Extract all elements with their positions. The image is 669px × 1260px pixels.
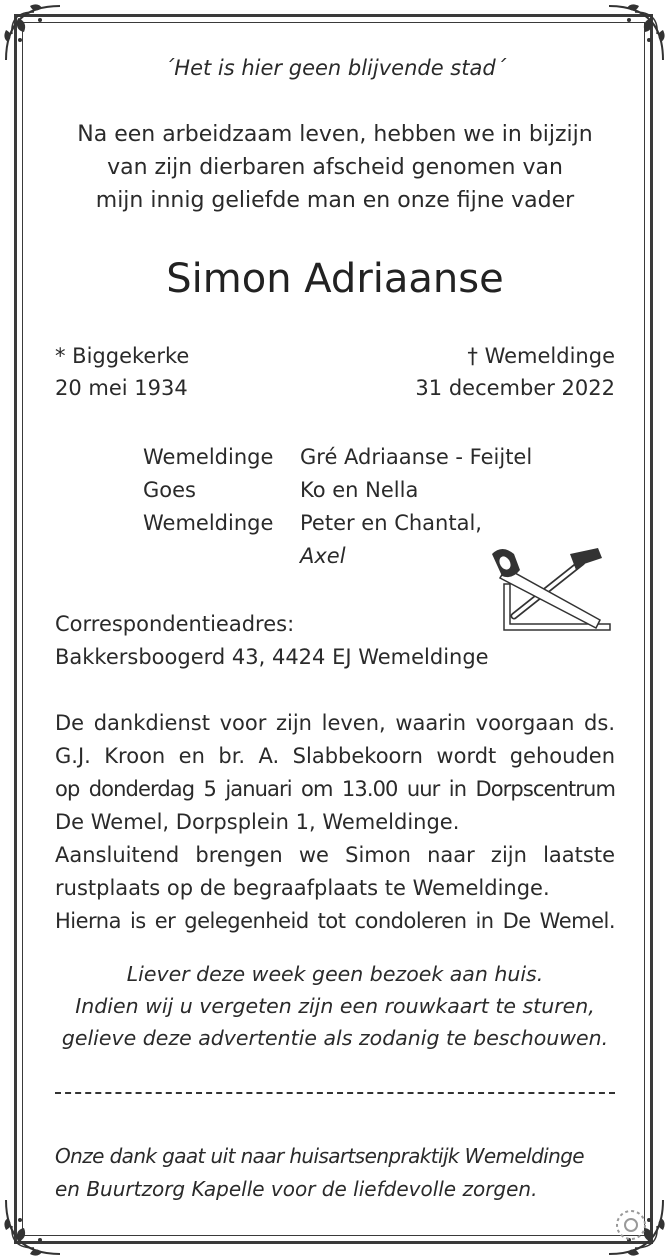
family-row [143, 540, 532, 573]
dashed-divider [55, 1092, 615, 1094]
visit-notice [55, 958, 615, 1054]
service-details [55, 707, 615, 938]
family-row [143, 474, 532, 507]
address-label: Correspondentieadres: [55, 612, 295, 636]
life-dates [55, 340, 615, 404]
family-row [143, 441, 532, 474]
family-place [143, 540, 300, 573]
family-list [143, 441, 532, 573]
family-place: Wemeldinge [143, 445, 274, 469]
family-names: Peter en Chantal, [300, 511, 482, 535]
service-line: Aansluitend brengen we Simon naar zijn laatste [55, 843, 615, 867]
intro-text [55, 118, 615, 217]
family-names: Axel [300, 544, 346, 568]
intro-line: mijn innig geliefde man en onze fijne vader [95, 188, 575, 213]
notice-line: Liever deze week geen bezoek aan huis. [126, 962, 544, 986]
thanks-line: Onze dank gaat uit naar huisartsenpraktijk Wemeldinge [55, 1144, 585, 1168]
family-place: Goes [143, 478, 196, 502]
service-line: De Wemel, Dorpsplein 1, Wemeldinge. [55, 810, 460, 834]
family-names: Gré Adriaanse - Feijtel [300, 445, 533, 469]
thanks-line: en Buurtzorg Kapelle voor de liefdevolle zorgen. [55, 1177, 538, 1201]
saw-hammer-square-icon [486, 544, 616, 634]
service-line: Hierna is er gelegenheid tot condoleren in De Wemel. [55, 909, 615, 933]
service-line: op donderdag 5 januari om 13.00 uur in Dorpscentrum [55, 777, 615, 801]
notice-line: Indien wij u vergeten zijn een rouwkaart te sturen, [75, 994, 595, 1018]
deceased-name: Simon Adriaanse [166, 256, 504, 302]
thanks-text [55, 1140, 615, 1206]
notice-line: gelieve deze advertentie als zodanig te beschouwen. [61, 1026, 609, 1050]
birth-place: * Biggekerke [55, 344, 190, 368]
family-row [143, 507, 532, 540]
intro-line: van zijn dierbaren afscheid genomen van [107, 155, 563, 180]
service-line: De dankdienst voor zijn leven, waarin voorgaan ds. [55, 711, 615, 735]
death-date: 31 december 2022 [415, 376, 615, 400]
opening-quote: ´Het is hier geen blijvende stad´ [163, 56, 507, 80]
service-line: G.J. Kroon en br. A. Slabbekoorn wordt gehouden [55, 744, 615, 768]
address-value: Bakkersboogerd 43, 4424 EJ Wemeldinge [55, 645, 489, 669]
birth-date: 20 mei 1934 [55, 376, 188, 400]
family-names: Ko en Nella [300, 478, 419, 502]
death-place: † Wemeldinge [467, 344, 615, 368]
intro-line: Na een arbeidzaam leven, hebben we in bijzijn [77, 122, 593, 147]
service-line: rustplaats op de begraafplaats te Wemeldinge. [55, 876, 550, 900]
family-place: Wemeldinge [143, 511, 274, 535]
ornament-icon [606, 1200, 656, 1250]
